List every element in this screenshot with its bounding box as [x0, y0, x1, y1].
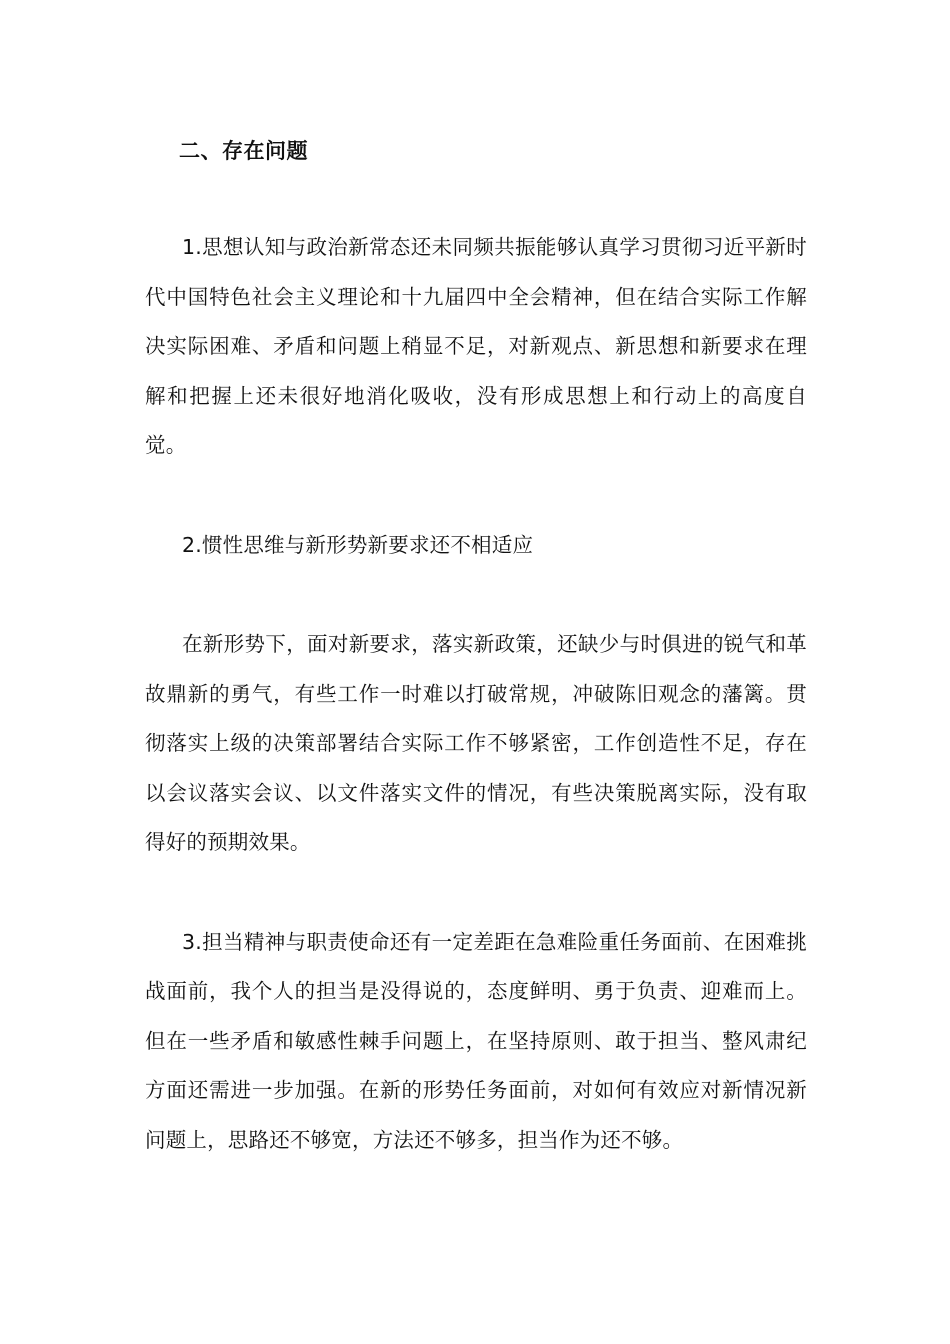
spacer — [145, 570, 807, 620]
spacer — [145, 174, 807, 223]
paragraph-item-3: 3.担当精神与职责使命还有一定差距在急难险重任务面前、在困难挑战面前，我个人的担当是没得说的，态度鲜明、勇于负责、迎难而上。但在一些矛盾和敏感性棘手问题上，在坚持原则、敢于担当、整风肃纪方面还需进一步加强。在新的形势任务面前，对如何有效应对新情况新问题上，思路还不够宽，方法还不够多，担当作为还不够。 — [145, 929, 807, 1152]
paragraph-item-1: 1.思想认知与政治新常态还未同频共振能够认真学习贯彻习近平新时代中国特色社会主义理论和十九届四中全会精神，但在结合实际工作解决实际困难、矛盾和问题上稍显不足，对新观点、新思想和新要求在理解和把握上还未很好地消化吸收，没有形成思想上和行动上的高度自觉。 — [145, 235, 807, 457]
subheading-item-2: 2.惯性思维与新形势新要求还不相适应 — [182, 532, 534, 557]
section-heading: 二、存在问题 — [179, 139, 308, 163]
paragraph-item-2: 在新形势下，面对新要求，落实新政策，还缺少与时俱进的锐气和革故鼎新的勇气，有些工作一时难以打破常规，冲破陈旧观念的藩篱。贯彻落实上级的决策部署结合实际工作不够紧密，工作创造性不足，存在以会议落实会议、以文件落实文件的情况，有些决策脱离实际，没有取得好的预期效果。 — [145, 632, 807, 854]
document-page — [145, 128, 807, 1165]
spacer — [145, 868, 807, 918]
spacer — [145, 471, 807, 521]
